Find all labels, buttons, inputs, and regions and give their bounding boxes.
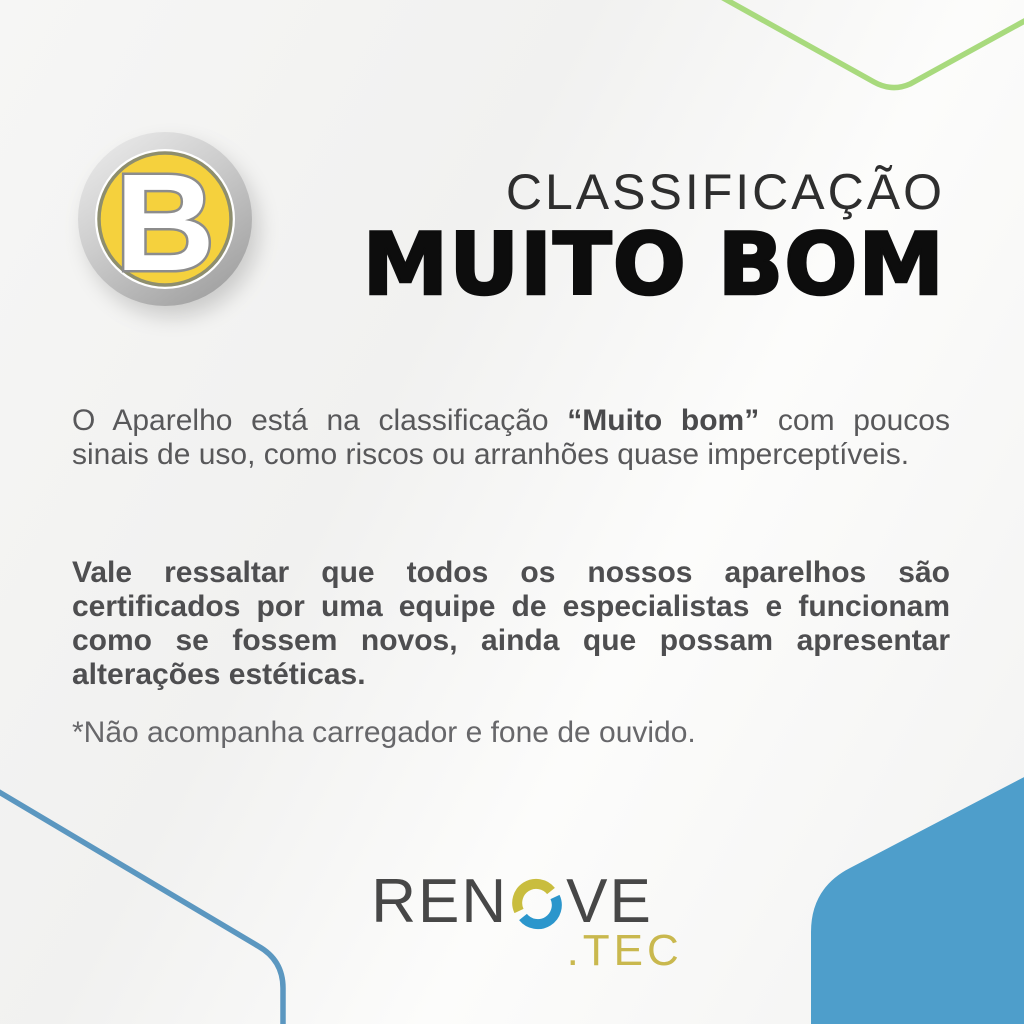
header: [362, 164, 945, 315]
badge-letter: B: [115, 146, 215, 300]
brand-wordmark: [371, 866, 683, 975]
renove-tec-logo: [0, 866, 1024, 975]
description-highlight: “Muito bom”: [567, 404, 760, 437]
brand-text-post: VE: [566, 867, 653, 936]
grade-b-medal-icon: [76, 130, 254, 308]
description-prefix: O Aparelho está na classificação: [72, 404, 568, 437]
certification-paragraph: Vale ressaltar que todos os nossos aparelhos são certificados por uma equipe de especialistas e funcionam como se fossem novos, ainda que possam apresentar alterações estéticas.: [72, 556, 950, 691]
description-suffix: com poucos sinais de uso, como riscos ou arranhões quase imperceptíveis.: [72, 404, 950, 471]
classification-kicker: CLASSIFICAÇÃO: [505, 164, 945, 220]
description-paragraph: [72, 404, 950, 472]
accessories-note: *Não acompanha carregador e fone de ouvido.: [72, 716, 696, 749]
brand-text-pre: REN: [371, 867, 509, 936]
classification-title: MUITO BOM: [362, 215, 945, 315]
green-chevron-line: [716, 0, 1024, 88]
brand-domain: .TEC: [566, 926, 683, 975]
renove-refresh-arrows-icon: [511, 878, 563, 930]
grade-b-badge: [76, 130, 254, 308]
